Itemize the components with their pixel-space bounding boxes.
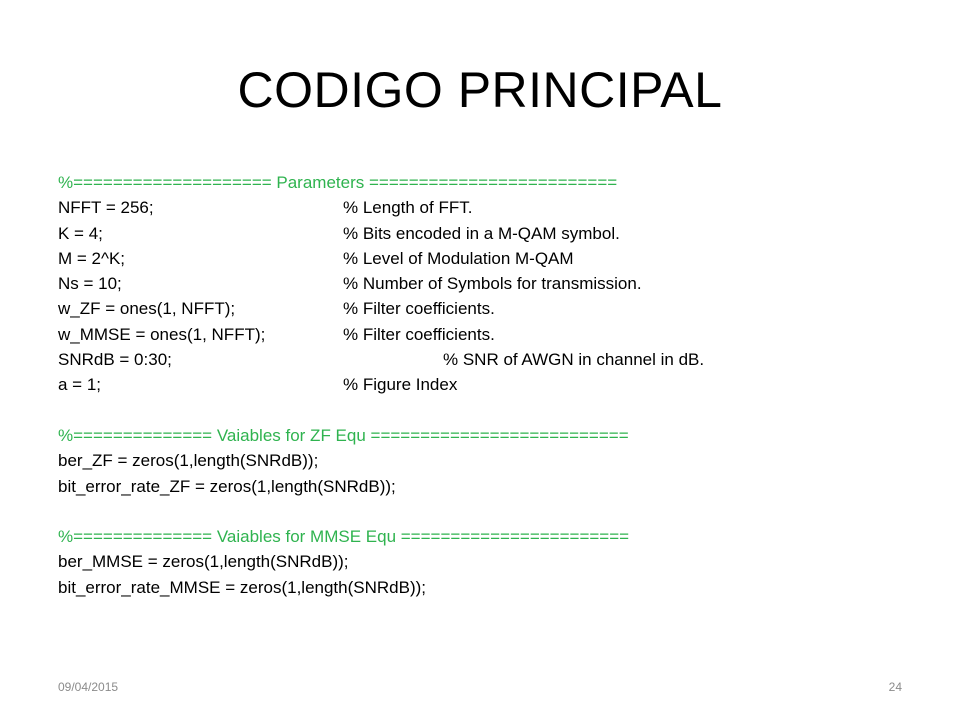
code-line-snrdb — [58, 347, 918, 372]
parameters-header-comment: %==================== Parameters ========================= — [58, 173, 618, 192]
zf-header-comment: %============== Vaiables for ZF Equ ========================== — [58, 425, 629, 445]
code-comment: % Bits encoded in a M-QAM symbol. — [343, 223, 620, 243]
code-line-bit-error-rate-mmse: bit_error_rate_MMSE = zeros(1,length(SNRdB)); — [58, 577, 426, 597]
code-statement: M = 2^K; — [58, 248, 126, 268]
code-line-ber-zf: ber_ZF = zeros(1,length(SNRdB)); — [58, 451, 319, 471]
code-line-a — [58, 372, 918, 397]
mmse-header-comment: %============== Vaiables for MMSE Equ ======================= — [58, 527, 630, 547]
code-line-m — [58, 246, 918, 271]
slide-title: CODIGO PRINCIPAL — [237, 62, 723, 118]
code-statement: w_ZF = ones(1, NFFT); — [58, 299, 236, 319]
code-comment: % SNR of AWGN in channel in dB. — [443, 350, 705, 370]
code-statement: K = 4; — [58, 223, 103, 243]
code-statement: w_MMSE = ones(1, NFFT); — [58, 324, 266, 344]
blank-line — [58, 499, 918, 524]
code-comment: % Figure Index — [343, 375, 458, 395]
code-line-ns — [58, 271, 918, 296]
page-number: 24 — [888, 680, 902, 694]
code-statement: a = 1; — [58, 375, 102, 395]
code-comment: % Level of Modulation M-QAM — [343, 248, 574, 268]
code-line-ber-mmse: ber_MMSE = zeros(1,length(SNRdB)); — [58, 552, 349, 572]
code-statement: NFFT = 256; — [58, 198, 154, 218]
code-line-w-mmse — [58, 322, 918, 347]
code-comment: % Filter coefficients. — [343, 299, 495, 319]
code-block — [58, 170, 918, 600]
footer-date: 09/04/2015 — [58, 680, 119, 694]
blank-line — [58, 398, 918, 423]
code-comment: % Number of Symbols for transmission. — [343, 274, 642, 294]
code-line-w-zf — [58, 296, 918, 321]
code-statement: Ns = 10; — [58, 274, 122, 294]
code-statement: SNRdB = 0:30; — [58, 350, 172, 370]
code-line-k — [58, 221, 918, 246]
code-comment: % Length of FFT. — [343, 198, 473, 218]
code-line-nfft — [58, 195, 918, 220]
code-line-bit-error-rate-zf: bit_error_rate_ZF = zeros(1,length(SNRdB)); — [58, 476, 396, 496]
code-comment: % Filter coefficients. — [343, 324, 495, 344]
